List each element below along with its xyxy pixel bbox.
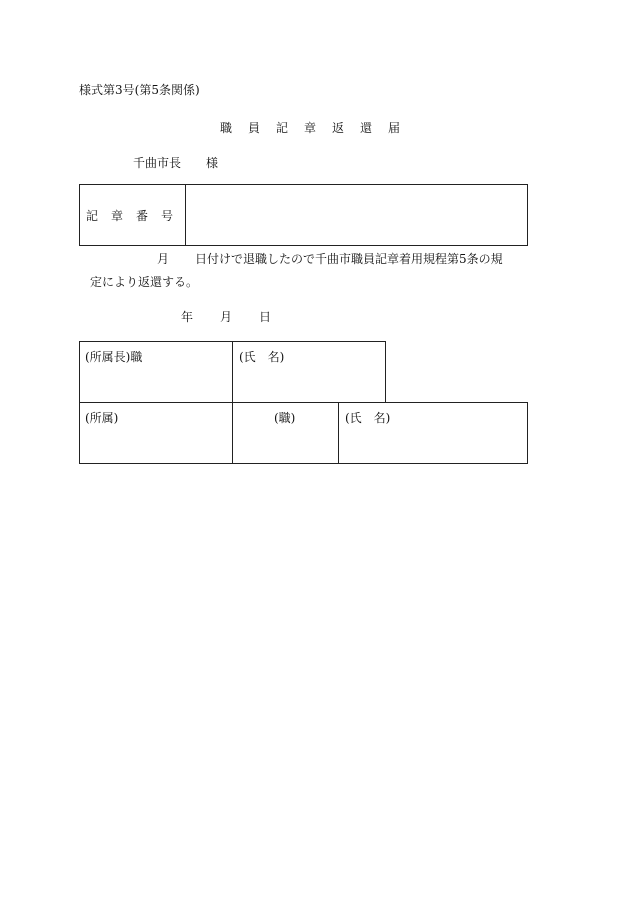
form-number: 様式第3号(第5条関係) (79, 83, 200, 97)
addressee-name: 千曲市長 (133, 156, 182, 170)
body-month: 月 (157, 252, 170, 266)
chief-table-divider (232, 342, 233, 402)
member-table-divider-2 (338, 403, 339, 463)
member-post-label: (職) (274, 411, 296, 425)
body-line-2: 定により返還する。 (90, 275, 199, 289)
addressee-honorific: 様 (206, 156, 219, 170)
chief-post-label: (所属長)職 (85, 350, 143, 364)
date-day: 日 (259, 310, 272, 324)
date-month: 月 (220, 310, 233, 324)
badge-number-label: 記章番号 (86, 209, 187, 223)
member-table (79, 402, 528, 464)
date-year: 年 (181, 310, 194, 324)
body-line-1: 日付けで退職したので千曲市職員記章着用規程第5条の規 (195, 252, 503, 266)
badge-number-table (79, 184, 528, 246)
member-name-label: (氏 名) (345, 411, 391, 425)
member-table-divider-1 (232, 403, 233, 463)
form-title: 職員記章返還届 (220, 121, 417, 135)
chief-name-label: (氏 名) (239, 350, 285, 364)
member-department-label: (所属) (85, 411, 119, 425)
chief-table (79, 341, 386, 403)
